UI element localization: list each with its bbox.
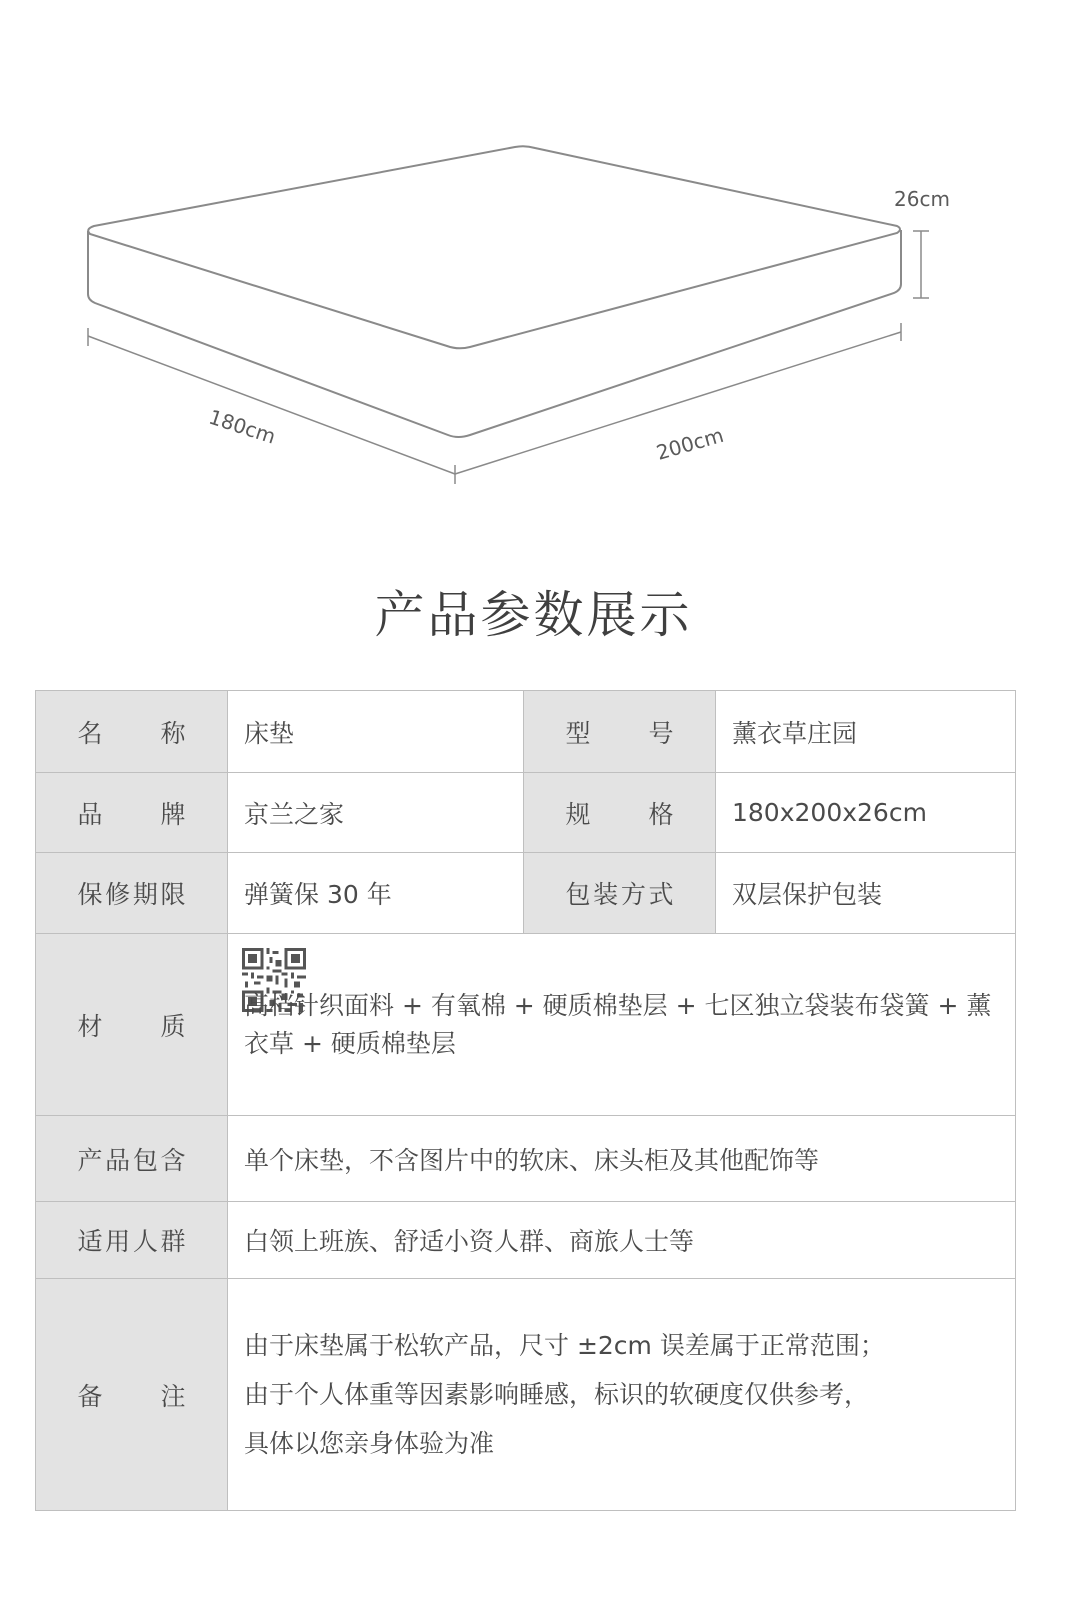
notes-value [228,1279,1016,1511]
notes-label: 备 注 [36,1279,228,1511]
table-row [36,853,1016,934]
model-value: 薰衣草庄园 [716,691,1016,773]
includes-label: 产品包含 [36,1116,228,1202]
width-label: 180cm [205,404,279,449]
size-value: 180x200x26cm [716,773,1016,853]
width-dimension [88,328,455,484]
note-line: 由于个人体重等因素影响睡感，标识的软硬度仅供参考， [244,1380,870,1409]
length-label: 200cm [653,422,727,465]
table-row [36,1279,1016,1511]
brand-label: 品 牌 [36,773,228,853]
note-line: 由于床垫属于松软产品，尺寸 ±2cm 误差属于正常范围； [244,1331,885,1360]
audience-label: 适用人群 [36,1202,228,1279]
note-line: 具体以您亲身体验为准 [244,1429,495,1458]
material-label: 材 质 [36,934,228,1116]
model-label: 型 号 [524,691,716,773]
audience-value: 白领上班族、舒适小资人群、商旅人士等 [228,1202,1016,1279]
warranty-value: 弹簧保 30 年 [228,853,524,934]
material-value-cell: 高档针织面料 + 有氧棉 + 硬质棉垫层 + 七区独立袋装布袋簧 + 薰衣草 + 硬质棉垫层 [228,934,1016,1116]
packing-label: 包装方式 [524,853,716,934]
mattress-top-face [88,146,900,348]
table-row [36,934,1016,1116]
table-row [36,691,1016,773]
name-label: 名 称 [36,691,228,773]
warranty-label: 保修期限 [36,853,228,934]
mattress-diagram [0,0,1067,560]
table-row [36,773,1016,853]
brand-value: 京兰之家 [228,773,524,853]
packing-value: 双层保护包装 [716,853,1016,934]
height-dimension [913,231,929,298]
name-value: 床垫 [228,691,524,773]
size-label: 规 格 [524,773,716,853]
table-row [36,1116,1016,1202]
height-label: 26cm [894,187,950,211]
table-row [36,1202,1016,1279]
page-title: 产品参数展示 [374,586,693,644]
includes-value: 单个床垫，不含图片中的软床、床头柜及其他配饰等 [228,1116,1016,1202]
spec-table [35,690,1016,1511]
